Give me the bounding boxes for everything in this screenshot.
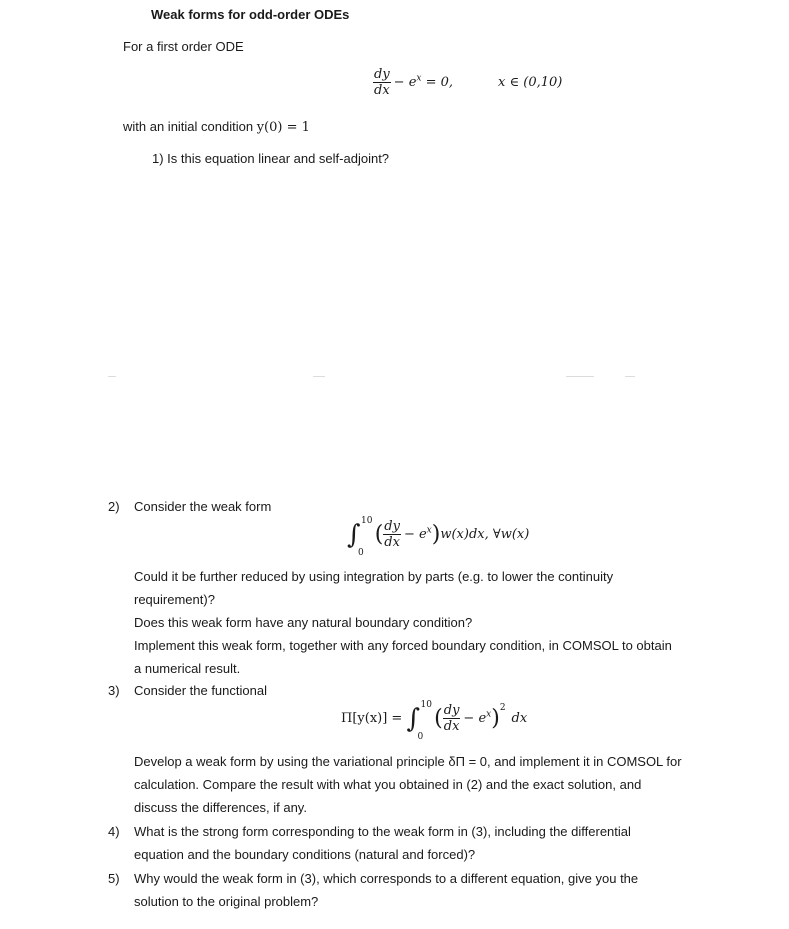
question-2-line: Does this weak form have any natural boundary condition?	[134, 615, 473, 630]
faint-mark	[625, 376, 635, 377]
faint-mark	[108, 376, 116, 377]
question-3-line: calculation. Compare the result with what you obtained in (2) and the exact solution, and	[134, 777, 642, 792]
faint-mark	[566, 376, 594, 377]
question-2-line: Implement this weak form, together with any forced boundary condition, in COMSOL to obtain	[134, 638, 672, 653]
domain-expression: x ∈ (0,10)	[498, 75, 563, 90]
question-2-number: 2)	[108, 499, 120, 514]
functional-equation: Π[y(x)] = ∫ 10 0 ( $\frac{dy}{dx}$ − $e^x)^2dx$	[341, 699, 528, 742]
question-4-line: equation and the boundary conditions (natural and forced)?	[134, 847, 476, 862]
derivative-fraction: $\frac{dy}{dx}$	[374, 67, 390, 98]
page-title: Weak forms for odd-order ODEs	[151, 7, 350, 22]
ode-equation: $\frac{dy}{dx}$ − $e^x = 0$, x ∈ (0,10)	[374, 67, 563, 98]
question-2-line: requirement)?	[134, 592, 215, 607]
question-3-number: 3)	[108, 683, 120, 698]
faint-mark	[313, 376, 325, 377]
weak-form-equation: ∫ 10 0 ( $\frac{dy}{dx}$ − $e^x)w(x)dx$, ∀w(x)	[347, 515, 530, 558]
intro-text: For a first order ODE	[123, 39, 244, 54]
integral-sign: ∫ 10 0	[406, 699, 432, 742]
question-2-line: Could it be further reduced by using integration by parts (e.g. to lower the continuity	[134, 569, 614, 584]
question-1: 1) Is this equation linear and self-adjoint?	[152, 151, 390, 166]
question-5-number: 5)	[108, 871, 120, 886]
question-5-line: solution to the original problem?	[134, 894, 319, 909]
question-4-number: 4)	[108, 824, 120, 839]
question-3-line: Develop a weak form by using the variational principle δΠ = 0, and implement it in COMSOL for	[134, 754, 682, 769]
question-2-intro: Consider the weak form	[134, 499, 272, 514]
question-5-line: Why would the weak form in (3), which corresponds to a different equation, give you the	[134, 871, 639, 886]
question-3-intro: Consider the functional	[134, 683, 267, 698]
integral-sign: ∫ 10 0	[347, 515, 373, 558]
initial-condition: with an initial condition y(0) = 1	[123, 119, 310, 135]
question-4-line: What is the strong form corresponding to the weak form in (3), including the differential	[134, 824, 631, 839]
question-3-line: discuss the differences, if any.	[134, 800, 307, 815]
question-2-line: a numerical result.	[134, 661, 241, 676]
